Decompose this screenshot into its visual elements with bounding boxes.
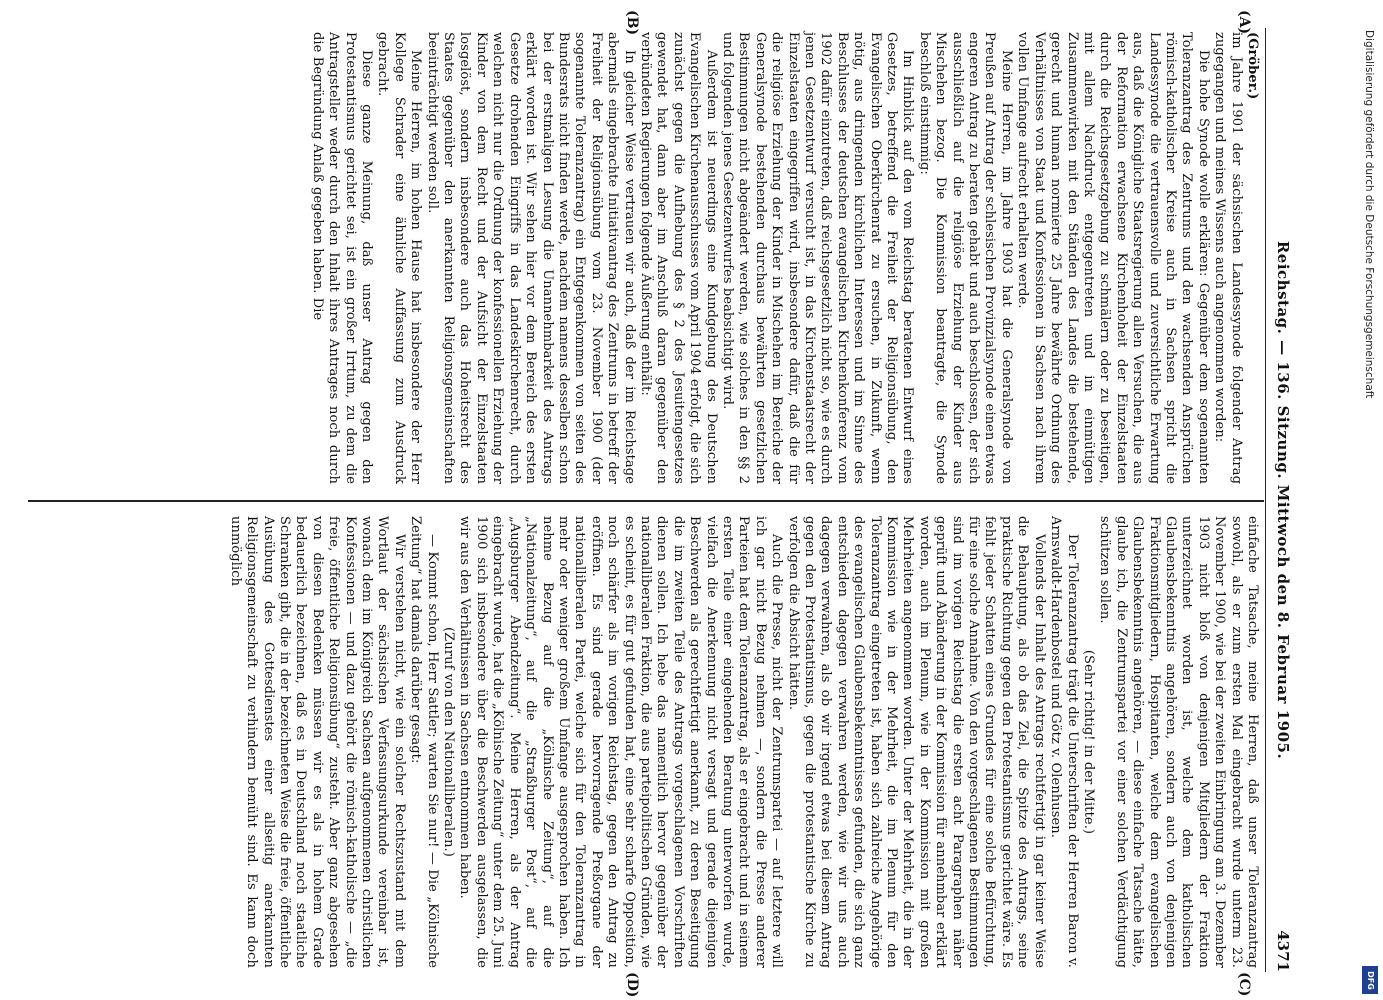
paragraph: Meine Herren, im Jahre 1903 hat die Generalsynode von Preußen auf Antrag der schlesischen Provinzialsynode einen etwas engeren Antrag zu beraten gehabt und auch beschlossen, der sich ausschließlich auf die religiöse Erziehung der Kinder aus Mischehen bezog. Die Kommission beantragte, die Synode beschloß einstimmig:: [916, 32, 1014, 484]
paragraph: Meine Herren, im hohen Hause hat insbesondere der Herr Kollege Schrader eine ähnliche Auffassung zum Ausdruck gebracht.: [375, 32, 424, 484]
paragraph: Der Toleranzantrag trägt die Unterschriften der Herren Baron v. Arnswaldt-Hardenbostel und Götz v. Olenhusen.: [1048, 516, 1080, 968]
running-header: [1266, 28, 1292, 972]
paragraph: einfache Tatsache, meine Herren, daß unser Toleranzantrag sowohl, als er zum ersten Mal eingebracht wurde unterm 23. November 1900, wie bei der zweiten Einbringung am 3. Dezember 1903 nicht bloß von denjenigen Mitgliedern der Fraktion unterzeichnet worden ist, welche dem katholischen Glaubensbekenntnis angehören, sondern auch von denjenigen Fraktionsmitgliedern, Hospitanten, welche dem evangelischen Glaubensbekenntnis angehören, — diese einfache Tatsache hätte, glaube ich, die Zentrumspartei vor einer solchen Verdächtigung schützen sollen.: [1097, 516, 1260, 968]
interjection: (Zuruf von den Nationalliberalen.): [441, 627, 457, 857]
left-column: [28, 32, 1260, 484]
paragraph: Diese ganze Meinung, daß unser Antrag gegen den Protestantismus gerichtet sei, ist ein großer Irrtum, zu dem die Antragsteller weder durch den Inhalt ihres Antrages noch durch die Begründung Anlaß gegeben haben. Die: [309, 32, 375, 484]
paragraph: — Kommt schon, Herr Sattler; warten Sie nur! — Die „Kölnische Zeitung“ hat damals darüber gesagt:: [408, 516, 440, 968]
column-divider: [28, 500, 1264, 502]
quote-paragraph: Im Hinblick auf den vom Reichstag beratenen Entwurf eines Gesetzes, betreffend die Freiheit der Religionsübung, den Evangelischen Oberkirchenrat zu ersuchen, in Zukunft, wenn nötig, aus dringenden kirchlichen Interessen und im Sinne des Beschlusses der deutschen evangelischen Kirchenkonferenz vom 1902 dafür einzutreten, daß reichsgesetzlich nicht so, wie es durch jenen Gesetzentwurf versucht ist, in das Kirchenstaatsrecht der Einzelstaaten eingegriffen wird, insbesondere dafür, daß die für die religiöse Erziehung der Kinder in Mischehen im Bereiche der Generalsynode bestehenden durchaus bewährten gesetzlichen Bestimmungen nicht abgeändert werden, wie solches in den §§ 2 und folgenden jenes Gesetzentwurfes beabsichtigt wird.: [720, 32, 916, 484]
dfg-logo: [1362, 966, 1378, 994]
quote-paragraph: Die hohe Synode wolle erklären: Gegenüber dem sogenannten Toleranzantrag des Zentrums und den wachsenden Ansprüchen römisch-katholischer Kreise auch in Sachsen spricht die Landessynode die vertrauensvolle und zuversichtliche Erwartung aus, daß die Königliche Staatsregierung allen Versuchen, die aus der Reformation erwachsene Kirchenhoheit der Einzelstaaten durch die Reichsgesetzgebung zu schmälern oder zu beseitigen, mit allem Nachdruck entgegentreten und im einmütigen Zusammenwirken mit den Ständen des Landes die bestehende, gerecht und human normierte 25 Jahre bewährte Ordnung des Verhältnisses von Staat und Konfessionen in Sachsen nach ihrem vollen Umfange aufrecht erhalten werde.: [1015, 32, 1211, 484]
credit-text: Digitalisierung gefördert durch die Deutsche Forschungsgemeinschaft: [1363, 30, 1375, 399]
margin-marker-c: (C): [1236, 972, 1252, 997]
header-rule: [1265, 28, 1266, 972]
paragraph: Vollends der Inhalt des Antrags rechtfertigt in gar keiner Weise die Behauptung, als ob das Ziel, die Spitze des Antrags, seine praktische Richtung gegen den Protestantismus gerichtet wäre. Es fehlt jeder Schatten eines Grundes für eine solche Befürchtung, für eine solche Annahme. Von den vorgeschlagenen Bestimmungen sind im vorigen Reichstag die ersten acht Paragraphen näher geprüft und Abänderung in der Kommission für annehmbar erklärt worden, auch im Plenum, wie in der Kommission mit großen Mehrheiten angenommen worden. Unter der Mehrheit, die in der Kommission wie in der Mehrheit, die im Plenum für den Toleranzantrag eingetreten ist, haben sich zahlreiche Angehörige des evangelischen Glaubensbekenntnisses gefunden, die sich ganz entschieden dagegen verwahren werden, wie wir uns auch dagegen verwahren, als ob wir irgend etwas bei diesem Antrag gegen den Protestantismus, gegen die protestantische Kirche zu verfolgen die Absicht hätten.: [785, 516, 1047, 968]
digitization-credit: [1358, 30, 1380, 990]
paragraph: im Jahre 1901 der sächsischen Landessynode folgender Antrag zugegangen und meines Wissens auch angenommen worden:: [1212, 32, 1244, 484]
interjection: (Sehr richtig! in der Mitte.): [1080, 649, 1096, 835]
paragraph: Auch die Presse, nicht der Zentrumspartei — auf letztere will ich gar nicht Bezug nehmen —, sondern die Presse anderer Parteien hat dem Toleranzantrag, als er eingebracht und in seinem ersten Teile einer eingehenden Beratung unterworfen wurde, vielfach die Anerkennung nicht versagt und gerade diejenigen Beschwerden als gerechtfertigt anerkannt, zu deren Beseitigung die im zweiten Teile des Antrags vorgeschlagenen Vorschriften dienen sollen. Ich hebe das namentlich hervor gegenüber der nationalliberalen Fraktion, die aus parteipolitischen Gründen, wie es scheint, es für gut gefunden hat, eine sehr scharfe Opposition, noch schärfer als im vorigen Reichstag, gegen den Antrag zu eröffnen. Es sind gerade hervorragende Preßorgane der nationalliberalen Partei, welche sich für den Toleranzantrag in mehr oder weniger großem Umfange ausgesprochen haben. Ich nehme Bezug auf die „Kölnische Zeitung“, auf die „Nationalzeitung“, auf die „Straßburger Post“, auf die „Augsburger Abendzeitung“. Meine Herren, als der Antrag eingebracht wurde, hat die „Kölnische Zeitung“ unter dem 25. Juni 1900 sich insbesondere über die Beschwerden ausgelassen, die wir aus den Verhältnissen in Sachsen entnommen haben.: [457, 516, 785, 968]
logo-text: DFG: [1365, 970, 1375, 990]
quote-paragraph: Wir verstehen nicht, wie ein solcher Rechtszustand mit dem Wortlaut der sächsischen Verfassungsurkunde vereinbar ist, wonach dem im Königreich Sachsen aufgenommenen christlichen Konfessionen — und dazu gehört die römisch-katholische — „die freie, öffentliche Religionsübung“ zusteht. Aber ganz abgesehen von diesen Bedenken müssen wir es als in hohem Grade bedauerlich bezeichnen, daß es in Deutschland noch staatliche Schranken gibt, die in der bezeichneten Weise die freie, öffentliche Ausübung des Gottesdienstes einer allseitig anerkannten Religionsgemeinschaft zu verhindern bemüht sind. Es kann doch unmöglich: [227, 516, 407, 968]
page-number: 4371: [1274, 930, 1292, 972]
margin-marker-d: (D): [624, 972, 640, 998]
paragraph: Außerdem ist neuerdings eine Kundgebung des Deutschen Evangelischen Kirchenausschusses vom April 1904 erfolgt, die sich zunächst gegen die Aufhebung des § 2 des Jesuitengesetzes gewendet hat, dann aber im Anschluß daran gegenüber den verbündeten Regierungen folgende Äußerung enthält:: [637, 32, 719, 484]
right-column: [28, 516, 1260, 968]
quote-paragraph: In gleicher Weise vertrauen wir auch, daß der im Reichstage abermals eingebrachte Initiativantrag des Zentrums in betreff der Freiheit der Religionsübung vom 23. November 1900 (der sogenannte Toleranzantrag) ein Entgegenkommen von seiten des Bundesrats nicht finden werde, nachdem namens desselben schon bei der erstmaligen Lesung die Unannehmbarkeit des Antrags erklärt worden ist. Wir sehen hier vor dem Bereich des ersten Gesetze drohenden Eingriffs in das Landeskirchenrecht, durch welchen nicht nur die Ordnung der konfessionellen Erziehung der Kinder von dem Recht und der Aufsicht der Einzelstaaten losgelöst, sondern insbesondere auch das Hoheitsrecht des Staates gegenüber den anerkannten Religionsgemeinschaften beeinträchtigt werden soll.: [424, 32, 637, 484]
header-title: Reichstag. — 136. Sitzung. Mittwoch den 8. Februar 1905.: [1274, 240, 1292, 760]
margin-marker-b: (B): [624, 10, 640, 36]
speaker-name: (Gröber.): [1245, 32, 1260, 100]
margin-marker-a: (A): [1236, 10, 1252, 35]
